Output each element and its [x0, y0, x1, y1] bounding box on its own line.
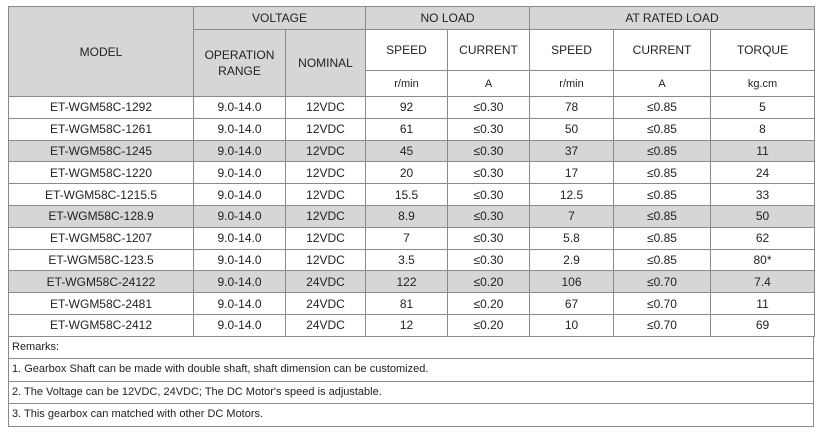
cell-range: 9.0-14.0 [194, 271, 286, 293]
cell-range: 9.0-14.0 [194, 249, 286, 271]
remark-item: 1. Gearbox Shaft can be made with double shaft, shaft dimension can be customized. [9, 358, 813, 381]
cell-torque: 11 [711, 140, 815, 162]
cell-rl-current: ≤0.85 [614, 249, 711, 271]
cell-rl-current: ≤0.85 [614, 97, 711, 119]
unit-rl-speed: r/min [530, 71, 614, 97]
cell-torque: 7.4 [711, 271, 815, 293]
cell-torque: 69 [711, 314, 815, 336]
cell-nominal: 24VDC [286, 314, 366, 336]
cell-range: 9.0-14.0 [194, 293, 286, 315]
header-nl-current: CURRENT [448, 30, 530, 71]
cell-model: ET-WGM58C-1292 [9, 97, 194, 119]
cell-nl-speed: 122 [366, 271, 448, 293]
cell-nl-speed: 12 [366, 314, 448, 336]
cell-range: 9.0-14.0 [194, 227, 286, 249]
table-row [9, 184, 815, 206]
cell-nl-speed: 45 [366, 140, 448, 162]
cell-nl-speed: 92 [366, 97, 448, 119]
cell-nl-current: ≤0.30 [448, 118, 530, 140]
header-operation-range: OPERATION RANGE [194, 30, 286, 97]
cell-model: ET-WGM58C-1220 [9, 162, 194, 184]
cell-nl-current: ≤0.30 [448, 162, 530, 184]
unit-nl-current: A [448, 71, 530, 97]
cell-torque: 62 [711, 227, 815, 249]
table-row [9, 314, 815, 336]
cell-rl-current: ≤0.85 [614, 184, 711, 206]
cell-nl-speed: 81 [366, 293, 448, 315]
table-row [9, 249, 815, 271]
cell-nl-speed: 20 [366, 162, 448, 184]
cell-rl-current: ≤0.85 [614, 118, 711, 140]
cell-model: ET-WGM58C-1245 [9, 140, 194, 162]
cell-rl-current: ≤0.70 [614, 271, 711, 293]
header-nominal: NOMINAL [286, 30, 366, 97]
cell-nl-speed: 61 [366, 118, 448, 140]
cell-rl-speed: 5.8 [530, 227, 614, 249]
header-model: MODEL [9, 7, 194, 97]
cell-rl-speed: 67 [530, 293, 614, 315]
header-no-load: NO LOAD [366, 7, 530, 30]
remark-item: 3. This gearbox can matched with other DC Motors. [9, 403, 813, 426]
cell-nl-speed: 3.5 [366, 249, 448, 271]
remarks-title: Remarks: [12, 340, 60, 353]
cell-model: ET-WGM58C-1215.5 [9, 184, 194, 206]
cell-torque: 5 [711, 97, 815, 119]
cell-nominal: 12VDC [286, 97, 366, 119]
cell-nl-speed: 15.5 [366, 184, 448, 206]
cell-rl-current: ≤0.70 [614, 293, 711, 315]
cell-range: 9.0-14.0 [194, 314, 286, 336]
cell-nl-current: ≤0.30 [448, 184, 530, 206]
cell-torque: 33 [711, 184, 815, 206]
cell-nominal: 12VDC [286, 162, 366, 184]
cell-nominal: 12VDC [286, 227, 366, 249]
cell-range: 9.0-14.0 [194, 118, 286, 140]
header-rl-speed: SPEED [530, 30, 614, 71]
header-at-rated-load: AT RATED LOAD [530, 7, 815, 30]
cell-torque: 50 [711, 205, 815, 227]
header-torque: TORQUE [711, 30, 815, 71]
cell-range: 9.0-14.0 [194, 162, 286, 184]
cell-nominal: 12VDC [286, 249, 366, 271]
cell-rl-speed: 2.9 [530, 249, 614, 271]
cell-range: 9.0-14.0 [194, 97, 286, 119]
header-rl-current: CURRENT [614, 30, 711, 71]
cell-range: 9.0-14.0 [194, 184, 286, 206]
table-row [9, 271, 815, 293]
cell-nl-current: ≤0.30 [448, 249, 530, 271]
cell-torque: 8 [711, 118, 815, 140]
header-voltage: VOLTAGE [194, 7, 366, 30]
cell-rl-current: ≤0.85 [614, 140, 711, 162]
cell-rl-current: ≤0.85 [614, 205, 711, 227]
cell-torque: 80* [711, 249, 815, 271]
spec-sheet [8, 6, 814, 427]
cell-rl-speed: 106 [530, 271, 614, 293]
cell-rl-speed: 37 [530, 140, 614, 162]
unit-nl-speed: r/min [366, 71, 448, 97]
cell-rl-speed: 10 [530, 314, 614, 336]
cell-rl-current: ≤0.85 [614, 227, 711, 249]
cell-nl-current: ≤0.20 [448, 314, 530, 336]
table-row [9, 205, 815, 227]
cell-rl-current: ≤0.70 [614, 314, 711, 336]
table-row [9, 140, 815, 162]
table-row [9, 118, 815, 140]
cell-rl-speed: 17 [530, 162, 614, 184]
cell-nl-speed: 7 [366, 227, 448, 249]
cell-rl-current: ≤0.85 [614, 162, 711, 184]
cell-model: ET-WGM58C-2412 [9, 314, 194, 336]
cell-nominal: 24VDC [286, 293, 366, 315]
unit-rl-current: A [614, 71, 711, 97]
motor-spec-table [8, 6, 815, 337]
cell-nominal: 12VDC [286, 140, 366, 162]
remarks-section [8, 337, 814, 427]
cell-nominal: 12VDC [286, 184, 366, 206]
cell-model: ET-WGM58C-1261 [9, 118, 194, 140]
cell-nominal: 12VDC [286, 205, 366, 227]
cell-torque: 11 [711, 293, 815, 315]
cell-range: 9.0-14.0 [194, 205, 286, 227]
cell-model: ET-WGM58C-2481 [9, 293, 194, 315]
cell-model: ET-WGM58C-1207 [9, 227, 194, 249]
cell-nominal: 12VDC [286, 118, 366, 140]
cell-model: ET-WGM58C-123.5 [9, 249, 194, 271]
cell-nl-current: ≤0.30 [448, 227, 530, 249]
table-row [9, 162, 815, 184]
cell-nl-current: ≤0.30 [448, 97, 530, 119]
cell-torque: 24 [711, 162, 815, 184]
table-row [9, 293, 815, 315]
cell-nl-current: ≤0.20 [448, 293, 530, 315]
cell-nl-speed: 8.9 [366, 205, 448, 227]
table-row [9, 97, 815, 119]
remark-item: 2. The Voltage can be 12VDC, 24VDC; The DC Motor's speed is adjustable. [9, 381, 813, 404]
cell-nl-current: ≤0.30 [448, 140, 530, 162]
cell-nl-current: ≤0.30 [448, 205, 530, 227]
cell-nominal: 24VDC [286, 271, 366, 293]
cell-model: ET-WGM58C-24122 [9, 271, 194, 293]
cell-rl-speed: 78 [530, 97, 614, 119]
cell-rl-speed: 50 [530, 118, 614, 140]
cell-model: ET-WGM58C-128.9 [9, 205, 194, 227]
table-row [9, 227, 815, 249]
unit-torque: kg.cm [711, 71, 815, 97]
cell-rl-speed: 7 [530, 205, 614, 227]
cell-nl-current: ≤0.20 [448, 271, 530, 293]
cell-range: 9.0-14.0 [194, 140, 286, 162]
header-nl-speed: SPEED [366, 30, 448, 71]
cell-rl-speed: 12.5 [530, 184, 614, 206]
